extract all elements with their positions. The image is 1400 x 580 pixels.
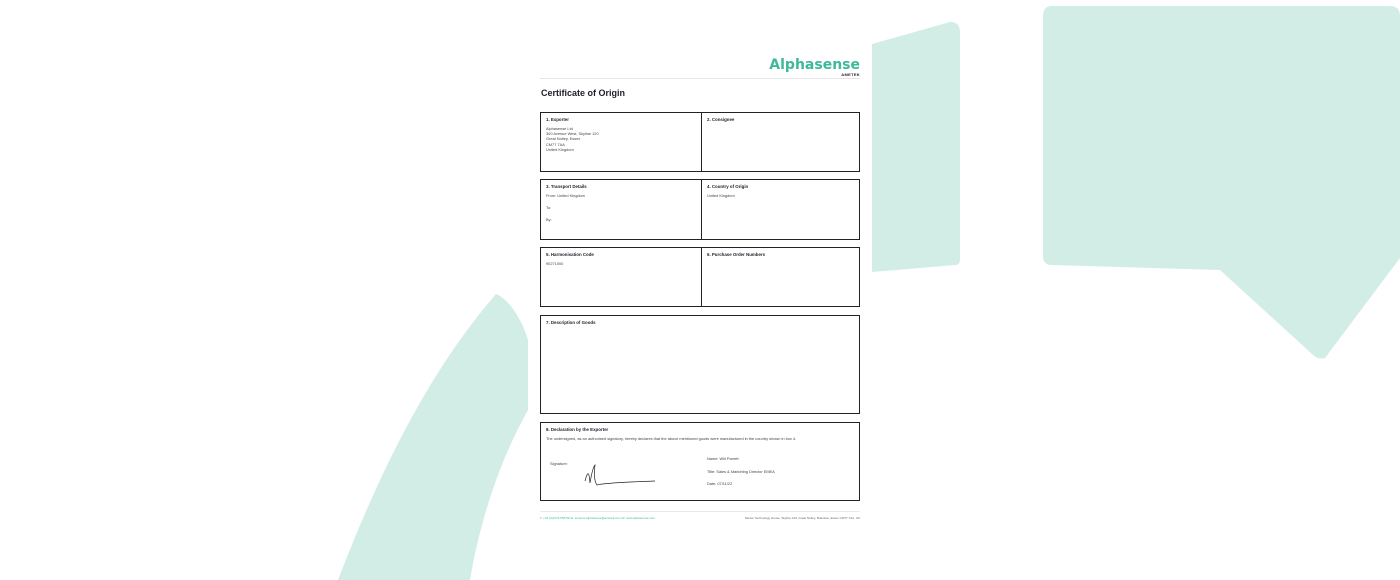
harmonisation-value: 90271000 xyxy=(546,261,564,266)
signature-label: Signature: xyxy=(550,461,568,466)
declaration-label: 8. Declaration by the Exporter xyxy=(546,427,609,432)
exporter-cell xyxy=(541,113,701,171)
footer-address: Sensor Technology House, Skyline 120, Great Notley, Braintree, Essex CM77 7AA, UK xyxy=(744,516,860,520)
signature-date: Date: 07/11/22 xyxy=(707,481,733,486)
exporter-line: CM77 7AA xyxy=(546,141,565,147)
country-value: United Kingdom xyxy=(707,193,735,198)
exporter-consignee-box xyxy=(540,112,860,172)
certificate-document xyxy=(528,40,872,580)
transport-country-box xyxy=(540,179,860,240)
logo-brand-text: Alphasense xyxy=(769,57,860,73)
description-box xyxy=(540,315,860,414)
signature-image xyxy=(577,463,657,489)
transport-label: 3. Transport Details xyxy=(546,184,587,189)
purchase-orders-label: 6. Purchase Order Numbers xyxy=(707,252,766,257)
exporter-line: Alphasense Ltd xyxy=(546,126,573,131)
transport-by: By: xyxy=(546,217,552,223)
document-footer xyxy=(540,511,860,520)
harmonisation-po-box xyxy=(540,247,860,307)
signatory-title: Title: Sales & Marketing Director EMEA xyxy=(707,469,775,474)
declaration-text: The undersigned, as an authorised signatory, hereby declares that the above mentioned goods were manufactured in the country shown in box 4. xyxy=(546,436,797,441)
exporter-line: United Kingdom xyxy=(546,146,574,152)
bg-slab-right xyxy=(1043,6,1400,359)
consignee-label: 2. Consignee xyxy=(707,117,735,122)
header-divider xyxy=(540,78,860,79)
footer-contacts: T: +44 (0)1376 556700 E: sensors.alphasense@ametek.com W: www.alphasense.com xyxy=(540,516,656,520)
transport-to: To: xyxy=(546,205,552,211)
declaration-box xyxy=(540,422,860,501)
consignee-cell xyxy=(701,113,859,171)
exporter-line: Great Notley, Essex xyxy=(546,136,581,142)
exporter-label: 1. Exporter xyxy=(546,117,569,122)
transport-from: From: United Kingdom xyxy=(546,193,585,198)
country-label: 4. Country of Origin xyxy=(707,184,749,189)
description-label: 7. Description of Goods xyxy=(546,320,596,325)
harmonisation-label: 5. Harmonisation Code xyxy=(546,252,594,257)
country-cell xyxy=(701,180,859,239)
purchase-orders-cell xyxy=(701,248,859,306)
description-cell xyxy=(541,316,859,413)
bg-slab-center xyxy=(872,22,960,272)
exporter-line: 300 Avenue West, Skyline 120 xyxy=(546,131,599,137)
page-title: Certificate of Origin xyxy=(541,88,626,98)
logo-parent-text: AMETEK xyxy=(841,72,860,77)
alphasense-logo xyxy=(769,58,860,77)
signatory-name: Name: Will Parrett xyxy=(707,456,739,461)
harmonisation-cell xyxy=(541,248,701,306)
transport-cell xyxy=(541,180,701,239)
